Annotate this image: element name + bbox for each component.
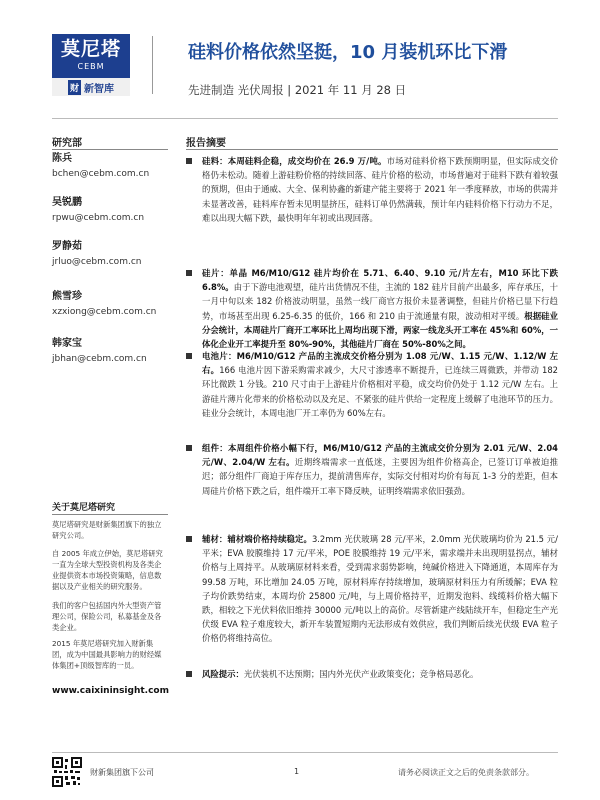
qr-code-icon bbox=[52, 757, 82, 787]
bullet-body: 3.2mm 光伏玻璃 28 元/平米，2.0mm 光伏玻璃均价为 21.5 元/平米；EVA 胶膜维持 17 元/平米，POE 胶膜维持 19 元/平米，需求端并未出现明显拐点，辅材价格与上周持平。从玻璃原材料来看，受到需求弱势影响，纯碱价格进入下降通道，本周库存为 99.58 万吨，环比增加 24.05 万吨，原材料库存持续增加，玻璃原材料压力有所缓解；EVA 粒子均价跌势结束，本周均价 25800 元/吨，与上周价格持平，近期发泡料、线缆料价格大幅下跌，相较之下光伏料依旧维持 30000 元/吨以上的高价。尽管新建产线陆续开车，但稳定生产光伏级 EVA 粒子难度较大，新开车装置短期内无法形成有效供应，我们判断后续光伏级 EVA 粒子价格仍将维持高位。 bbox=[202, 534, 558, 644]
analyst-email[interactable]: rpwu@cebm.com.cn bbox=[52, 213, 145, 223]
research-dept-title: 研究部 bbox=[52, 138, 82, 149]
bullet-square-icon bbox=[186, 671, 192, 677]
logo-english-name: CEBM bbox=[77, 62, 105, 71]
about-heading: 关于莫尼塔研究 bbox=[52, 503, 116, 513]
bullet-square-icon bbox=[186, 536, 192, 542]
analyst-name: 罗静茹 bbox=[52, 241, 82, 252]
about-paragraph: 2015 年莫尼塔研究加入财新集团，成为中国最具影响力的财经媒体集团+顶级智库的一员。 bbox=[52, 639, 162, 670]
analyst-name: 熊雪珍 bbox=[52, 291, 82, 302]
summary-bullet bbox=[186, 667, 558, 681]
bullet-text bbox=[202, 349, 558, 420]
summary-bullet bbox=[186, 266, 558, 351]
bullet-text bbox=[202, 154, 558, 225]
analyst-email[interactable]: jbhan@cebm.com.cn bbox=[52, 354, 147, 364]
about-paragraph: 自 2005 年成立伊始，莫尼塔研究一直为全球大型投资机构及各类企业提供资本市场投资策略，信息数据以及产业相关的研究服务。 bbox=[52, 549, 163, 591]
bullet-body: 166 电池片因下游采购需求减少，大尺寸渗透率不断提升，已连续三周微跌，并带动 182 环比微跌 1 分钱。210 尺寸由于上游硅片价格相对平稳，成交均价仍处于 1.12 元/W 左右。上游硅片薄片化带来的价格松动以及充足、不紧张的硅片供给一定程度上缓解了电池环节的压力。硅业分会统计，本周电池厂开工率仍为 60%左右。 bbox=[202, 365, 558, 418]
about-paragraph: 我们的客户包括国内外大型资产管理公司，保险公司，私募基金及各类企业。 bbox=[52, 601, 162, 632]
summary-rule bbox=[186, 149, 558, 150]
logo-bottom-text: 新智库 bbox=[84, 83, 114, 95]
analyst-entry bbox=[52, 290, 172, 319]
website-link[interactable]: www.caixininsight.com bbox=[52, 686, 169, 696]
footer-disclaimer: 请务必阅读正文之后的免责条款部分。 bbox=[398, 768, 534, 777]
logo-bottom bbox=[52, 78, 130, 96]
bullet-text bbox=[202, 532, 558, 646]
bullet-square-icon bbox=[186, 270, 192, 276]
about-paragraph: 莫尼塔研究是财新集团旗下的独立研究公司。 bbox=[52, 520, 162, 540]
analyst-entry bbox=[52, 196, 172, 225]
analyst-name: 吴锐鹏 bbox=[52, 197, 82, 208]
analyst-email[interactable]: bchen@cebm.com.cn bbox=[52, 169, 150, 179]
bullet-body: 光伏装机不达预期；国内外光伏产业政策变化；竞争格局恶化。 bbox=[243, 669, 479, 679]
footer-rule bbox=[52, 752, 558, 753]
bullet-lead: 电池片：M6/M10/G12 产品的主流成交价格分别为 1.08 元/W、1.15 元/W、1.12/W 左右。 bbox=[202, 351, 558, 376]
company-logo bbox=[52, 34, 130, 96]
bullet-square-icon bbox=[186, 445, 192, 451]
left-section-rule bbox=[52, 149, 168, 150]
report-title: 硅料价格依然坚挺，10 月装机环比下滑 bbox=[188, 42, 508, 63]
analyst-name: 韩家宝 bbox=[52, 338, 82, 349]
bullet-body: 由于下游电池观望，硅片出货情况不佳，主流的 182 硅片目前产出最多，库存承压，十一月中旬以来 182 价格波动明显，虽然一线厂商官方报价未显著调整，但硅片价格已显下行趋势，市场甚至出现 6.25-6.35 的低价，166 和 210 由于流通量有限，波动相对平缓。 bbox=[202, 282, 558, 321]
summary-bullet bbox=[186, 154, 558, 225]
analyst-entry bbox=[52, 337, 172, 366]
bullet-lead: 硅料：本周硅料企稳，成交均价在 26.9 万/吨。 bbox=[202, 156, 387, 166]
bullet-lead: 组件：本周组件价格小幅下行，M6/M10/G12 产品的主流成交价分别为 2.01 元/W、2.04 元/W、2.04/W 左右。 bbox=[202, 443, 558, 468]
bullet-tail: 根据硅业分会统计，本周硅片厂商开工率环比上周均出现下滑，两家一线龙头开工率在 45%和 60%，一体化企业开工率提升至 80%-90%，其他硅片厂商在 50%-80%之间。 bbox=[202, 310, 558, 350]
summary-bullet bbox=[186, 441, 558, 498]
bullet-lead: 硅片：单晶 M6/M10/G12 硅片均价在 5.71、6.40、9.10 元/片左右，M10 环比下跌 6.8%。 bbox=[202, 268, 558, 293]
bullet-body: 市场对硅料价格下跌预期明显，但实际成交价格仍未松动。随着上游硅粉价格的持续回落、硅片价格的松动，市场普遍对于硅料下跌有着较强的预期，但由于通威、大全、保利协鑫的新建产能主要将于 2021 年一季度释放，市场的供需并未显著改善，硅料库存暂未见明显挤压，硅料订单仍然满载，预计年内硅料价格下行动力不足，难以出现大幅下跌，最快明年年初或出现回落。 bbox=[202, 156, 558, 223]
bullet-body: 近期终端需求一直低迷，主要因为组件价格高企，已签订订单被迫推迟；部分组件厂商迫于库存压力，提前清售库存，实际交付相对均价有每瓦 1-3 分的差距，但本周硅片价格下跌之后，组件端开工率下降反映，证明终端需求依旧强劲。 bbox=[202, 457, 558, 496]
logo-top bbox=[52, 34, 130, 78]
analyst-email[interactable]: jrluo@cebm.com.cn bbox=[52, 257, 142, 267]
report-subtitle: 先进制造 光伏周报 | 2021 年 11 月 28 日 bbox=[188, 83, 407, 97]
logo-bottom-mark: 财 bbox=[68, 80, 81, 95]
summary-bullet bbox=[186, 349, 558, 420]
bullet-text bbox=[202, 441, 558, 498]
analyst-name: 陈兵 bbox=[52, 153, 72, 164]
bullet-square-icon bbox=[186, 353, 192, 359]
bullet-square-icon bbox=[186, 158, 192, 164]
bullet-text bbox=[202, 266, 558, 351]
bullet-lead: 风险提示： bbox=[202, 669, 244, 679]
header-rule bbox=[52, 118, 558, 119]
bullet-text bbox=[202, 667, 558, 681]
bullet-lead: 辅材：辅材端价格持续稳定。 bbox=[202, 534, 312, 544]
analyst-email[interactable]: xzxiong@cebm.com.cn bbox=[52, 307, 157, 317]
analyst-entry bbox=[52, 152, 172, 181]
summary-heading: 报告摘要 bbox=[186, 138, 226, 149]
analyst-entry bbox=[52, 240, 172, 269]
summary-bullet bbox=[186, 532, 558, 646]
footer-company: 财新集团旗下公司 bbox=[90, 768, 154, 777]
about-rule bbox=[52, 514, 168, 515]
logo-chinese-name: 莫尼塔 bbox=[60, 38, 121, 60]
page-number: 1 bbox=[294, 767, 300, 776]
header-divider bbox=[152, 36, 153, 94]
research-dept-heading bbox=[52, 134, 168, 149]
